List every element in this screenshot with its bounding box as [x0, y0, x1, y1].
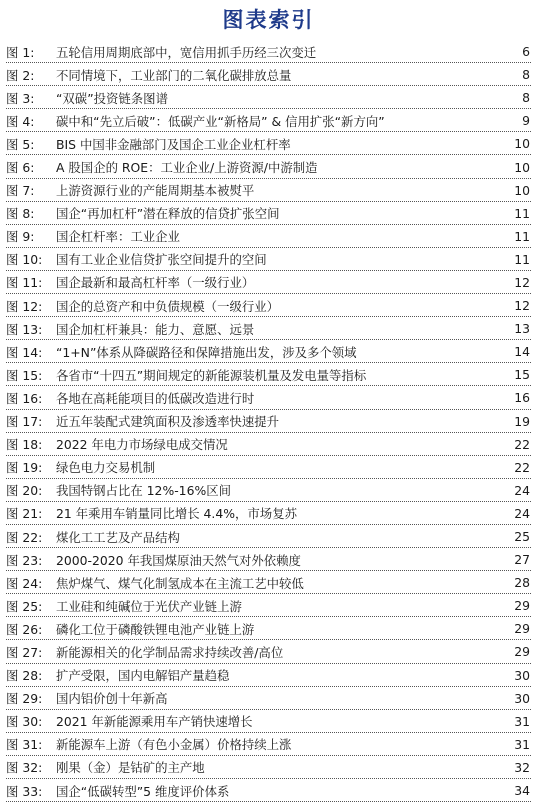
toc-entry[interactable]	[6, 386, 531, 409]
toc-entry[interactable]	[6, 63, 531, 86]
toc-entry[interactable]	[6, 271, 531, 294]
page-number: 9	[522, 113, 530, 129]
page-number: 25	[514, 529, 530, 545]
page-number: 14	[514, 344, 530, 360]
page-number: 12	[514, 298, 530, 314]
figure-number: 图 16:	[6, 390, 43, 406]
page-number: 32	[514, 759, 530, 775]
toc-entry[interactable]	[6, 756, 531, 779]
figure-number: 图 15:	[6, 367, 43, 383]
page-number: 11	[514, 228, 530, 244]
toc-entry[interactable]	[6, 248, 531, 271]
figure-number: 图 26:	[6, 621, 43, 637]
page-number: 6	[522, 44, 530, 60]
figure-number: 图 2:	[6, 67, 35, 83]
figure-caption: 五轮信用周期底部中，宽信用抓手历经三次变迁	[56, 44, 317, 60]
page-number: 30	[514, 690, 530, 706]
figure-number: 图 6:	[6, 160, 35, 176]
toc-entry[interactable]	[6, 132, 531, 155]
toc-entry[interactable]	[6, 548, 531, 571]
figure-caption: 2021 年新能源乘用车产销快速增长	[56, 714, 253, 730]
page-number: 13	[514, 321, 530, 337]
toc-entry[interactable]	[6, 86, 531, 109]
page-number: 24	[514, 505, 530, 521]
toc-entry[interactable]	[6, 710, 531, 733]
figure-number: 图 21:	[6, 506, 43, 522]
toc-entry[interactable]	[6, 40, 531, 63]
figure-caption: 碳中和“先立后破”：低碳产业“新格局” & 信用扩张“新方向”	[56, 113, 385, 129]
figure-caption: 焦炉煤气、煤气化制氢成本在主流工艺中较低	[56, 575, 304, 591]
figure-number: 图 32:	[6, 760, 43, 776]
page-number: 31	[514, 713, 530, 729]
figure-caption: 新能源相关的化学制品需求持续改善/高位	[56, 644, 284, 660]
toc-entry[interactable]	[6, 317, 531, 340]
page-number: 15	[514, 367, 530, 383]
figure-caption: 国企最新和最高杠杆率（一级行业）	[56, 275, 255, 291]
figure-number: 图 8:	[6, 206, 35, 222]
toc-entry[interactable]	[6, 433, 531, 456]
figure-number: 图 24:	[6, 575, 43, 591]
figure-number: 图 14:	[6, 344, 43, 360]
figure-caption: 扩产受限，国内电解铝产量趋稳	[56, 668, 230, 684]
figure-caption: 国企加杠杆兼具：能力、意愿、远景	[56, 321, 255, 337]
figure-caption: 2000-2020 年我国煤原油天然气对外依赖度	[56, 552, 301, 568]
figure-number: 图 30:	[6, 714, 43, 730]
page-number: 12	[514, 274, 530, 290]
figure-caption: “1+N”体系从降碳路径和保障措施出发，涉及多个领域	[56, 344, 357, 360]
figure-number: 图 18:	[6, 437, 43, 453]
figure-number: 图 31:	[6, 737, 43, 753]
figure-number: 图 28:	[6, 668, 43, 684]
figure-caption: 国企的总资产和中负债规模（一级行业）	[56, 298, 280, 314]
page-number: 10	[514, 182, 530, 198]
page-number: 19	[514, 413, 530, 429]
toc-entry[interactable]	[6, 594, 531, 617]
figure-caption: 绿色电力交易机制	[56, 460, 156, 476]
figure-number: 图 12:	[6, 298, 43, 314]
page-number: 16	[514, 390, 530, 406]
figure-number: 图 17:	[6, 414, 43, 430]
figure-caption: 煤化工工艺及产品结构	[56, 529, 180, 545]
figure-caption: 各地在高耗能项目的低碳改造进行时	[56, 390, 255, 406]
toc-entry[interactable]	[6, 617, 531, 640]
page-number: 10	[514, 159, 530, 175]
figure-caption: 上游资源行业的产能周期基本被熨平	[56, 183, 255, 199]
figure-caption: 国企“再加杠杆”潜在释放的信贷扩张空间	[56, 206, 280, 222]
figure-caption: “双碳”投资链条图谱	[56, 90, 168, 106]
figure-number: 图 9:	[6, 229, 35, 245]
page-number: 34	[514, 783, 530, 799]
page-number: 28	[514, 575, 530, 591]
page-number: 29	[514, 644, 530, 660]
toc-entry[interactable]	[6, 687, 531, 710]
figure-caption: 工业硅和纯碱位于光伏产业链上游	[56, 598, 242, 614]
figure-number: 图 27:	[6, 644, 43, 660]
figure-caption: 国企“低碳转型”5 维度评价体系	[56, 783, 230, 799]
figure-number: 图 5:	[6, 136, 35, 152]
page-number: 22	[514, 459, 530, 475]
figure-caption: 不同情境下，工业部门的二氧化碳排放总量	[56, 67, 292, 83]
figure-caption: 国企杠杆率：工业企业	[56, 229, 180, 245]
toc-entry[interactable]	[6, 225, 531, 248]
figure-caption: BIS 中国非金融部门及国企工业企业杠杆率	[56, 136, 291, 152]
toc-entry[interactable]	[6, 363, 531, 386]
toc-entry[interactable]	[6, 525, 531, 548]
figure-caption: 21 年乘用车销量同比增长 4.4%，市场复苏	[56, 506, 297, 522]
figure-caption: 国内铝价创十年新高	[56, 691, 168, 707]
toc-entry[interactable]	[6, 202, 531, 225]
figure-caption: A 股国企的 ROE：工业企业/上游资源/中游制造	[56, 160, 318, 176]
toc-entry[interactable]	[6, 179, 531, 202]
figure-number: 图 7:	[6, 183, 35, 199]
page-number: 30	[514, 667, 530, 683]
toc-entry[interactable]	[6, 109, 531, 132]
page-number: 29	[514, 598, 530, 614]
page-number: 11	[514, 205, 530, 221]
figure-number: 图 4:	[6, 113, 35, 129]
figure-number: 图 23:	[6, 552, 43, 568]
figure-number: 图 11:	[6, 275, 43, 291]
toc-entry[interactable]	[6, 733, 531, 756]
toc-entry[interactable]	[6, 479, 531, 502]
figure-caption: 刚果（金）是钴矿的主产地	[56, 760, 205, 776]
toc-entry[interactable]	[6, 456, 531, 479]
page-number: 29	[514, 621, 530, 637]
figure-caption: 我国特钢占比在 12%-16%区间	[56, 483, 232, 499]
figure-number: 图 19:	[6, 460, 43, 476]
toc-entry[interactable]	[6, 779, 531, 802]
figure-number: 图 29:	[6, 691, 43, 707]
figure-caption: 各省市“十四五”期间规定的新能源装机量及发电量等指标	[56, 367, 367, 383]
figure-caption: 近五年装配式建筑面积及渗透率快速提升	[56, 414, 280, 430]
figure-caption: 2022 年电力市场绿电成交情况	[56, 437, 228, 453]
figure-number: 图 1:	[6, 44, 35, 60]
page-title: 图表索引	[222, 8, 315, 32]
page-number: 11	[514, 251, 530, 267]
page-number: 31	[514, 736, 530, 752]
page-number: 8	[522, 90, 530, 106]
figure-number: 图 33:	[6, 783, 43, 799]
toc-entry[interactable]	[6, 502, 531, 525]
toc-entry[interactable]	[6, 294, 531, 317]
toc-entry[interactable]	[6, 410, 531, 433]
figure-caption: 国有工业企业信贷扩张空间提升的空间	[56, 252, 267, 268]
toc-entry[interactable]	[6, 155, 531, 178]
figure-number: 图 25:	[6, 598, 43, 614]
page-number: 27	[514, 552, 530, 568]
page-number: 10	[514, 136, 530, 152]
figure-caption: 新能源车上游（有色小金属）价格持续上涨	[56, 737, 292, 753]
figure-caption: 磷化工位于磷酸铁锂电池产业链上游	[56, 621, 255, 637]
page-number: 24	[514, 482, 530, 498]
figure-number: 图 20:	[6, 483, 43, 499]
page-number: 8	[522, 67, 530, 83]
figure-index-list	[6, 40, 531, 802]
figure-number: 图 13:	[6, 321, 43, 337]
figure-number: 图 3:	[6, 90, 35, 106]
toc-entry[interactable]	[6, 664, 531, 687]
figure-number: 图 22:	[6, 529, 43, 545]
toc-entry[interactable]	[6, 571, 531, 594]
toc-entry[interactable]	[6, 340, 531, 363]
page-number: 22	[514, 436, 530, 452]
figure-number: 图 10:	[6, 252, 43, 268]
toc-entry[interactable]	[6, 640, 531, 663]
